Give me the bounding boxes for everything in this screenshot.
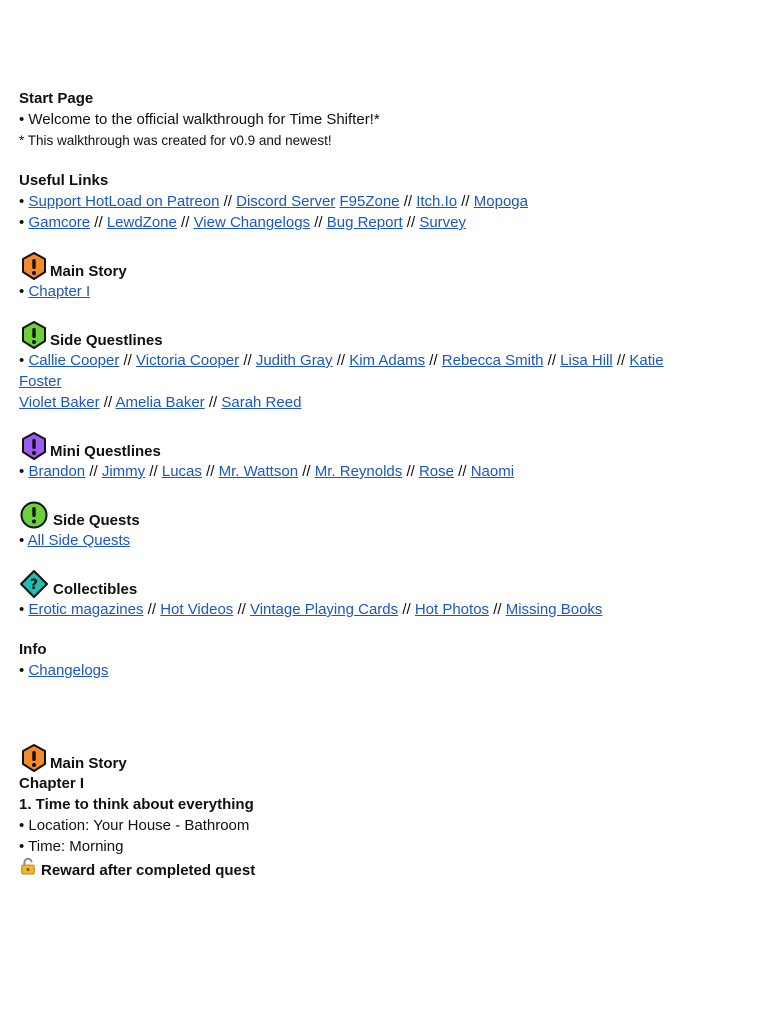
link-amelia-baker[interactable]: Amelia Baker [115,394,205,411]
purple-exclamation-icon [19,431,49,461]
separator: // [147,601,157,618]
link-katie-foster-wrap[interactable]: Foster [19,373,62,390]
collectibles-title: Collectibles [53,581,138,598]
bullet: • [19,352,25,369]
info-links [19,660,749,681]
green-exclamation-circle-icon [19,500,49,530]
collectibles-links [19,599,749,620]
side-questlines-heading [19,320,749,350]
bullet: • [19,601,25,618]
separator: // [123,352,132,369]
start-page-title: Start Page [19,90,94,107]
link-mr-reynolds[interactable]: Mr. Reynolds [314,463,403,480]
separator: // [149,463,158,480]
side-questlines-title: Side Questlines [50,332,163,349]
link-naomi[interactable]: Naomi [470,463,515,480]
separator: // [223,193,232,210]
link-erotic-magazines[interactable]: Erotic magazines [28,601,144,618]
link-brandon[interactable]: Brandon [28,463,86,480]
unlock-icon [19,857,37,875]
separator: // [402,601,411,618]
link-lisa-hill[interactable]: Lisa Hill [560,352,613,369]
link-lewdzone[interactable]: LewdZone [106,214,177,231]
link-survey[interactable]: Survey [419,214,466,231]
side-questlines-row-2 [19,392,749,413]
separator: // [493,601,502,618]
side-questlines-row-1 [19,350,749,371]
link-discord[interactable]: Discord Server [236,193,336,210]
link-view-changelogs[interactable]: View Changelogs [193,214,311,231]
link-itchio[interactable]: Itch.Io [416,193,458,210]
link-judith-gray[interactable]: Judith Gray [255,352,333,369]
link-katie-foster[interactable]: Katie [629,352,664,369]
bullet: • [19,283,25,300]
side-questlines-wrap [19,371,749,392]
link-f95zone[interactable]: F95Zone [339,193,400,210]
link-all-side-quests[interactable]: All Side Quests [27,532,131,549]
green-exclamation-icon [19,320,49,350]
link-vintage-playing-cards[interactable]: Vintage Playing Cards [249,601,399,618]
useful-links-title: Useful Links [19,172,109,189]
separator: // [429,352,438,369]
link-mr-wattson[interactable]: Mr. Wattson [218,463,299,480]
mini-questlines-title: Mini Questlines [50,443,161,460]
separator: // [616,352,626,369]
bullet: • [19,532,25,549]
separator: // [406,214,416,231]
link-violet-baker[interactable]: Violet Baker [19,394,100,411]
reward-text: Reward after completed quest [41,862,256,879]
teal-question-icon [19,569,49,599]
link-gamcore[interactable]: Gamcore [28,214,91,231]
separator: // [302,463,311,480]
main-story-links [19,281,749,302]
separator: // [314,214,323,231]
link-callie-cooper[interactable]: Callie Cooper [28,352,120,369]
link-patreon[interactable]: Support HotLoad on Patreon [28,193,220,210]
link-changelogs[interactable]: Changelogs [28,662,109,679]
separator: // [181,214,190,231]
link-rose[interactable]: Rose [418,463,454,480]
link-jimmy[interactable]: Jimmy [101,463,146,480]
separator: // [103,394,113,411]
separator: // [406,463,415,480]
link-victoria-cooper[interactable]: Victoria Cooper [136,352,240,369]
collectibles-heading [19,569,749,599]
side-quests-title: Side Quests [53,512,140,529]
separator: // [208,394,218,411]
mini-questlines-links [19,461,749,482]
link-bug-report[interactable]: Bug Report [326,214,403,231]
separator: // [94,214,103,231]
quest-location: • Location: Your House - Bathroom [19,817,250,834]
useful-links-row-2 [19,212,749,233]
link-missing-books[interactable]: Missing Books [505,601,603,618]
quest-title: 1. Time to think about everything [19,796,254,813]
link-chapter-1[interactable]: Chapter I [28,283,91,300]
separator: // [206,463,215,480]
link-lucas[interactable]: Lucas [161,463,202,480]
separator: // [403,193,413,210]
side-quests-links [19,530,749,551]
link-rebecca-smith[interactable]: Rebecca Smith [441,352,544,369]
separator: // [89,463,98,480]
separator: // [237,601,246,618]
svg-text:?: ? [29,577,39,593]
link-hot-photos[interactable]: Hot Photos [414,601,490,618]
main-story-heading [19,251,749,281]
bullet: • [19,463,25,480]
chapter-main-story-title: Main Story [50,755,127,772]
side-quests-heading [19,500,749,530]
main-story-title: Main Story [50,263,127,280]
link-hot-videos[interactable]: Hot Videos [160,601,234,618]
useful-links-row-1 [19,191,749,212]
info-title: Info [19,641,47,658]
bullet: • [19,193,25,210]
link-kim-adams[interactable]: Kim Adams [349,352,426,369]
chapter-main-story-heading [19,743,749,773]
separator: // [243,352,252,369]
orange-exclamation-icon [19,251,49,281]
mini-questlines-heading [19,431,749,461]
version-note: * This walkthrough was created for v0.9 and newest! [19,133,332,148]
bullet: • [19,662,25,679]
welcome-text: • Welcome to the official walkthrough for Time Shifter!* [19,111,380,128]
reward-line [19,857,749,881]
separator: // [336,352,346,369]
separator: // [461,193,470,210]
quest-time: • Time: Morning [19,838,124,855]
link-sarah-reed[interactable]: Sarah Reed [221,394,302,411]
link-mopoga[interactable]: Mopoga [473,193,528,210]
bullet: • [19,214,25,231]
separator: // [547,352,556,369]
separator: // [458,463,467,480]
chapter-title: Chapter I [19,775,85,792]
orange-exclamation-icon [19,743,49,773]
